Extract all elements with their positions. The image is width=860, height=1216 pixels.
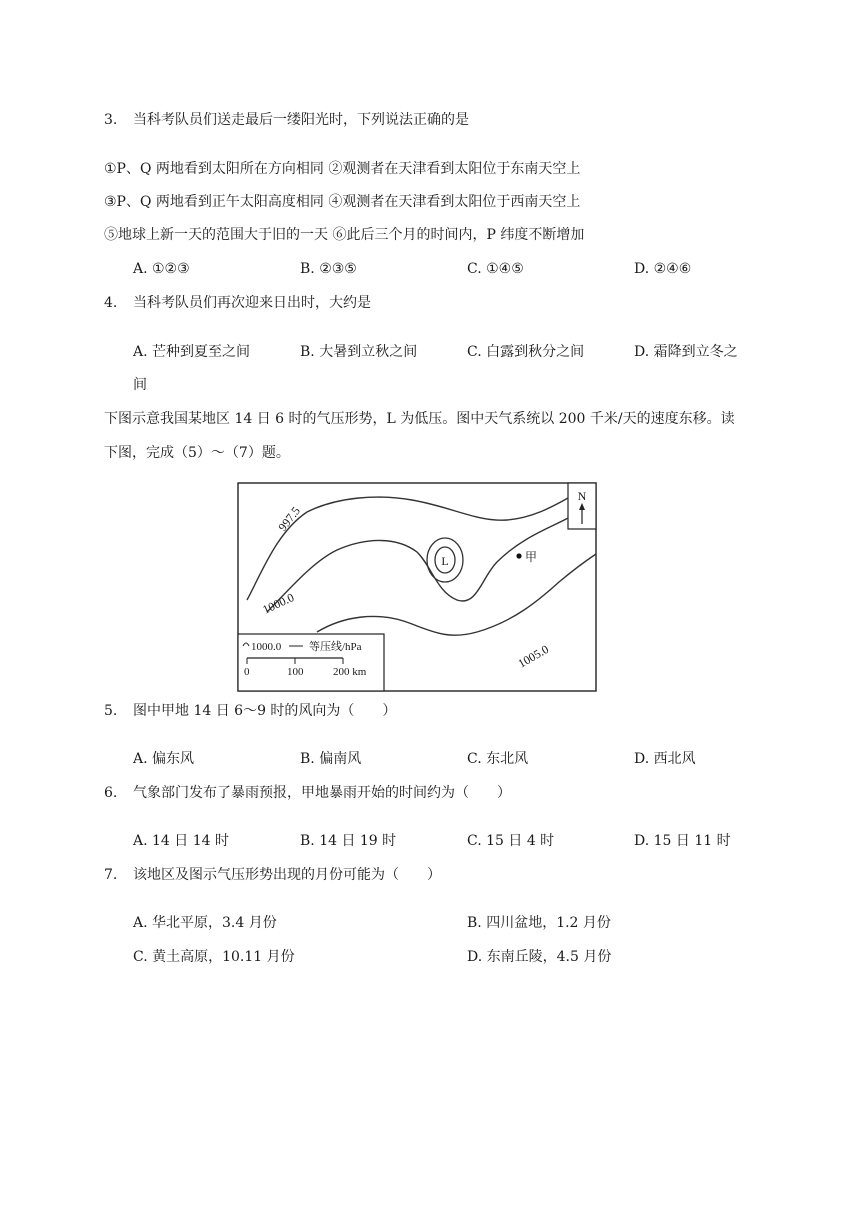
- scale-tick-100: 100: [287, 666, 304, 678]
- north-label: N: [577, 489, 587, 503]
- option-c: C. 白露到秋分之间: [467, 344, 585, 360]
- option-a: A. 华北平原，3.4 月份: [133, 915, 277, 931]
- question-number: 4.: [104, 295, 118, 311]
- place-label: 甲: [525, 550, 538, 564]
- option-b: B. 偏南风: [300, 751, 362, 767]
- statement-line: ③P、Q 两地看到正午太阳高度相同 ④观测者在天津看到太阳位于西南天空上: [104, 194, 581, 210]
- pressure-map-svg: [237, 482, 597, 692]
- intro-line: 下图示意我国某地区 14 日 6 时的气压形势，L 为低压。图中天气系统以 200 千米/天的速度东移。读: [104, 411, 735, 427]
- question-text: 当科考队员们送走最后一缕阳光时，下列说法正确的是: [133, 112, 469, 128]
- option-d: D. 15 日 11 时: [634, 833, 731, 849]
- option-b: B. ②③⑤: [300, 261, 357, 277]
- north-arrow: [568, 483, 596, 529]
- option-a: A. 偏东风: [133, 751, 195, 767]
- question-text: 气象部门发布了暴雨预报，甲地暴雨开始的时间约为（ ）: [133, 785, 511, 801]
- option-d: D. 霜降到立冬之: [634, 344, 738, 360]
- option-c: C. ①④⑤: [467, 261, 524, 277]
- legend-sample: 1000.0: [251, 641, 282, 653]
- question-number: 7.: [104, 867, 118, 883]
- isobar-label-1005: 1005.0: [515, 641, 552, 671]
- scale-tick-0: 0: [244, 666, 250, 678]
- question-text: 图中甲地 14 日 6～9 时的风向为（ ）: [133, 703, 397, 719]
- option-d: D. ②④⑥: [634, 261, 692, 277]
- option-c: C. 15 日 4 时: [467, 833, 555, 849]
- statement-line: ⑤地球上新一天的范围大于旧的一天 ⑥此后三个月的时间内，P 纬度不断增加: [104, 227, 585, 243]
- option-a: A. 芒种到夏至之间: [133, 344, 251, 360]
- option-b: B. 四川盆地，1.2 月份: [467, 915, 611, 931]
- map-legend: [238, 634, 384, 691]
- option-d: D. 东南丘陵，4.5 月份: [467, 949, 612, 965]
- pressure-map-figure: [237, 482, 597, 692]
- option-a: A. 14 日 14 时: [133, 833, 229, 849]
- question-number: 5.: [104, 703, 118, 719]
- question-text: 当科考队员们再次迎来日出时，大约是: [133, 295, 371, 311]
- scale-tick-200: 200 km: [333, 666, 367, 678]
- statement-line: ①P、Q 两地看到太阳所在方向相同 ②观测者在天津看到太阳位于东南天空上: [104, 161, 581, 177]
- question-number: 3.: [104, 112, 118, 128]
- option-b: B. 14 日 19 时: [300, 833, 397, 849]
- option-b: B. 大暑到立秋之间: [300, 344, 418, 360]
- isobar-label-1000: 1000.0: [260, 590, 297, 617]
- legend-text: 等压线/hPa: [309, 641, 362, 653]
- option-d: D. 西北风: [634, 751, 696, 767]
- option-a: A. ①②③: [133, 261, 190, 277]
- option-d-wrap: 间: [133, 377, 147, 393]
- question-number: 6.: [104, 785, 118, 801]
- option-c: C. 东北风: [467, 751, 529, 767]
- option-c: C. 黄土高原，10.11 月份: [133, 949, 295, 965]
- question-text: 该地区及图示气压形势出现的月份可能为（ ）: [133, 867, 441, 883]
- isobar-label-997-5: 997.5: [275, 503, 303, 534]
- low-label: L: [441, 554, 449, 568]
- intro-line: 下图，完成（5）～（7）题。: [104, 445, 290, 461]
